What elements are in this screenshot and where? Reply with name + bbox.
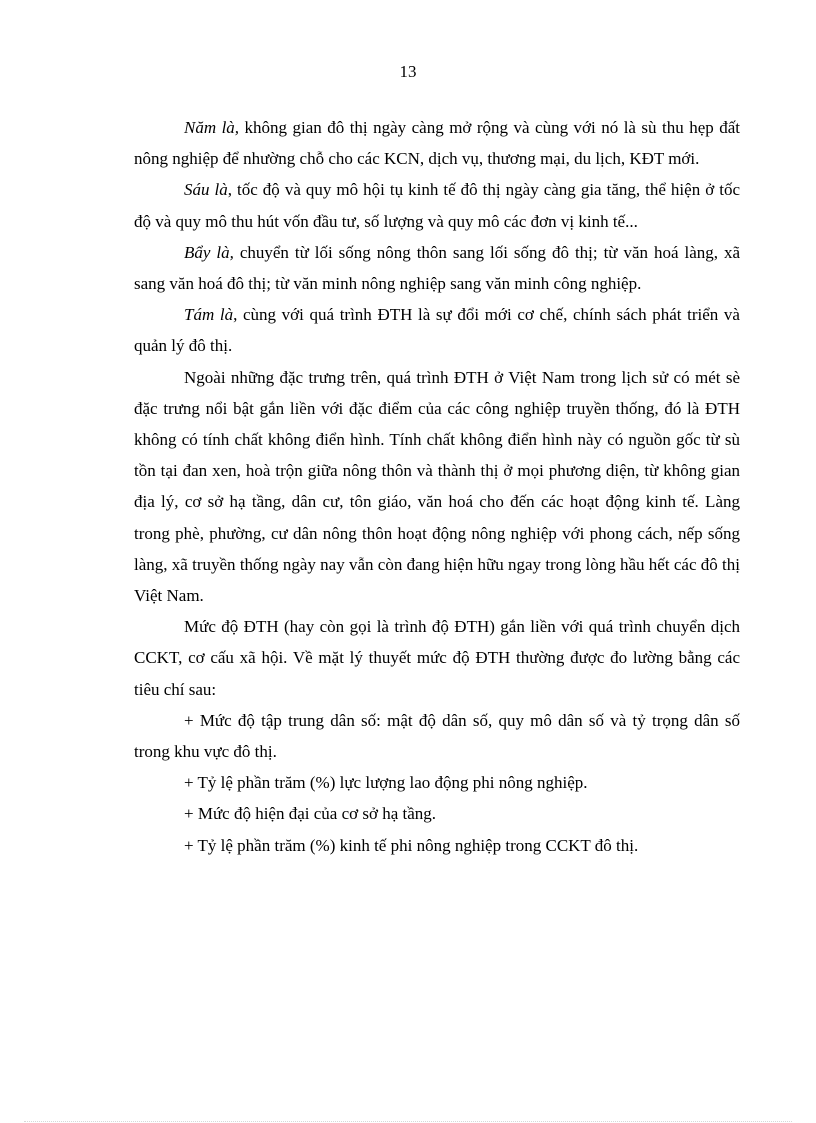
paragraph-text: + Mức độ tập trung dân số: mật độ dân số, quy mô dân số và tỷ trọng dân số trong khu vực đô thị. (134, 710, 740, 762)
paragraph-muc-do (134, 611, 740, 705)
paragraph-text: + Tỷ lệ phần trăm (%) kinh tế phi nông nghiệp trong CCKT đô thị. (184, 835, 639, 855)
criterion-infrastructure (134, 798, 740, 829)
paragraph-text: , tốc độ và quy mô hội tụ kinh tế đô thị ngày càng gia tăng, thể hiện ở tốc độ và quy mô thu hút vốn đầu tư, số lượng và quy mô các đơn vị kinh tế... (134, 180, 740, 231)
paragraph-nam-la (134, 112, 740, 174)
paragraph-text: không gian đô thị ngày càng mở rộng và cùng với nó là sù thu hẹp đất nông nghiệp để nhường chỗ cho các KCN, dịch vụ, thương mại, du lịch, KĐT mới. (134, 118, 740, 169)
paragraph-lead: Tám là (184, 305, 234, 325)
criterion-labor (134, 767, 740, 798)
paragraph-lead: Bẩy là, (184, 242, 234, 262)
paragraph-lead: Sáu là (184, 180, 228, 200)
paragraph-dac-trung (134, 362, 740, 612)
paragraph-bay-la (134, 237, 740, 299)
paragraph-sau-la (134, 174, 740, 236)
criterion-population (134, 705, 740, 767)
document-body (134, 112, 740, 861)
paragraph-text: , cùng với quá trình ĐTH là sự đổi mới cơ chế, chính sách phát triển và quản lý đô thị. (134, 305, 740, 356)
page-number: 13 (399, 62, 417, 81)
paragraph-text: + Tỷ lệ phần trăm (%) lực lượng lao động phi nông nghiệp. (184, 773, 588, 793)
paragraph-text: chuyển từ lối sống nông thôn sang lối sống đô thị; từ văn hoá làng, xã sang văn hoá đô thị; từ văn minh nông nghiệp sang văn minh công nghiệp. (134, 242, 740, 294)
paragraph-text: Ngoài những đặc trưng trên, quá trình ĐTH ở Việt Nam trong lịch sử có mét sè đặc trưng nổi bật gắn liền với đặc điểm của các công nghiệp truyền thống, đó là ĐTH không có tính chất không điển hình. Tính chất không điển hình này có nguồn gốc từ sù tồn tại đan xen, hoà trộn giữa nông thôn và thành thị ở mọi phương diện, từ không gian địa lý, cơ sở hạ tầng, dân cư, tôn giáo, văn hoá cho đến các hoạt động kinh tế. Làng trong phè, phường, cư dân nông thôn hoạt động nông nghiệp với phong cách, nếp sống làng, xã truyền thống ngày nay vẫn còn đang hiện hữu ngay trong lòng hầu hết các đô thị Việt Nam. (134, 367, 740, 606)
paragraph-lead: Năm là, (184, 118, 240, 137)
paragraph-text: + Mức độ hiện đại của cơ sở hạ tầng. (184, 804, 437, 824)
paragraph-text: Mức độ ĐTH (hay còn gọi là trình độ ĐTH) gắn liền với quá trình chuyển dịch CCKT, cơ cấu xã hội. Về mặt lý thuyết mức độ ĐTH thường được đo lường bằng các tiêu chí sau: (134, 617, 740, 699)
page-bottom-divider (24, 1121, 792, 1122)
paragraph-tam-la (134, 299, 740, 361)
criterion-economy (134, 830, 740, 861)
